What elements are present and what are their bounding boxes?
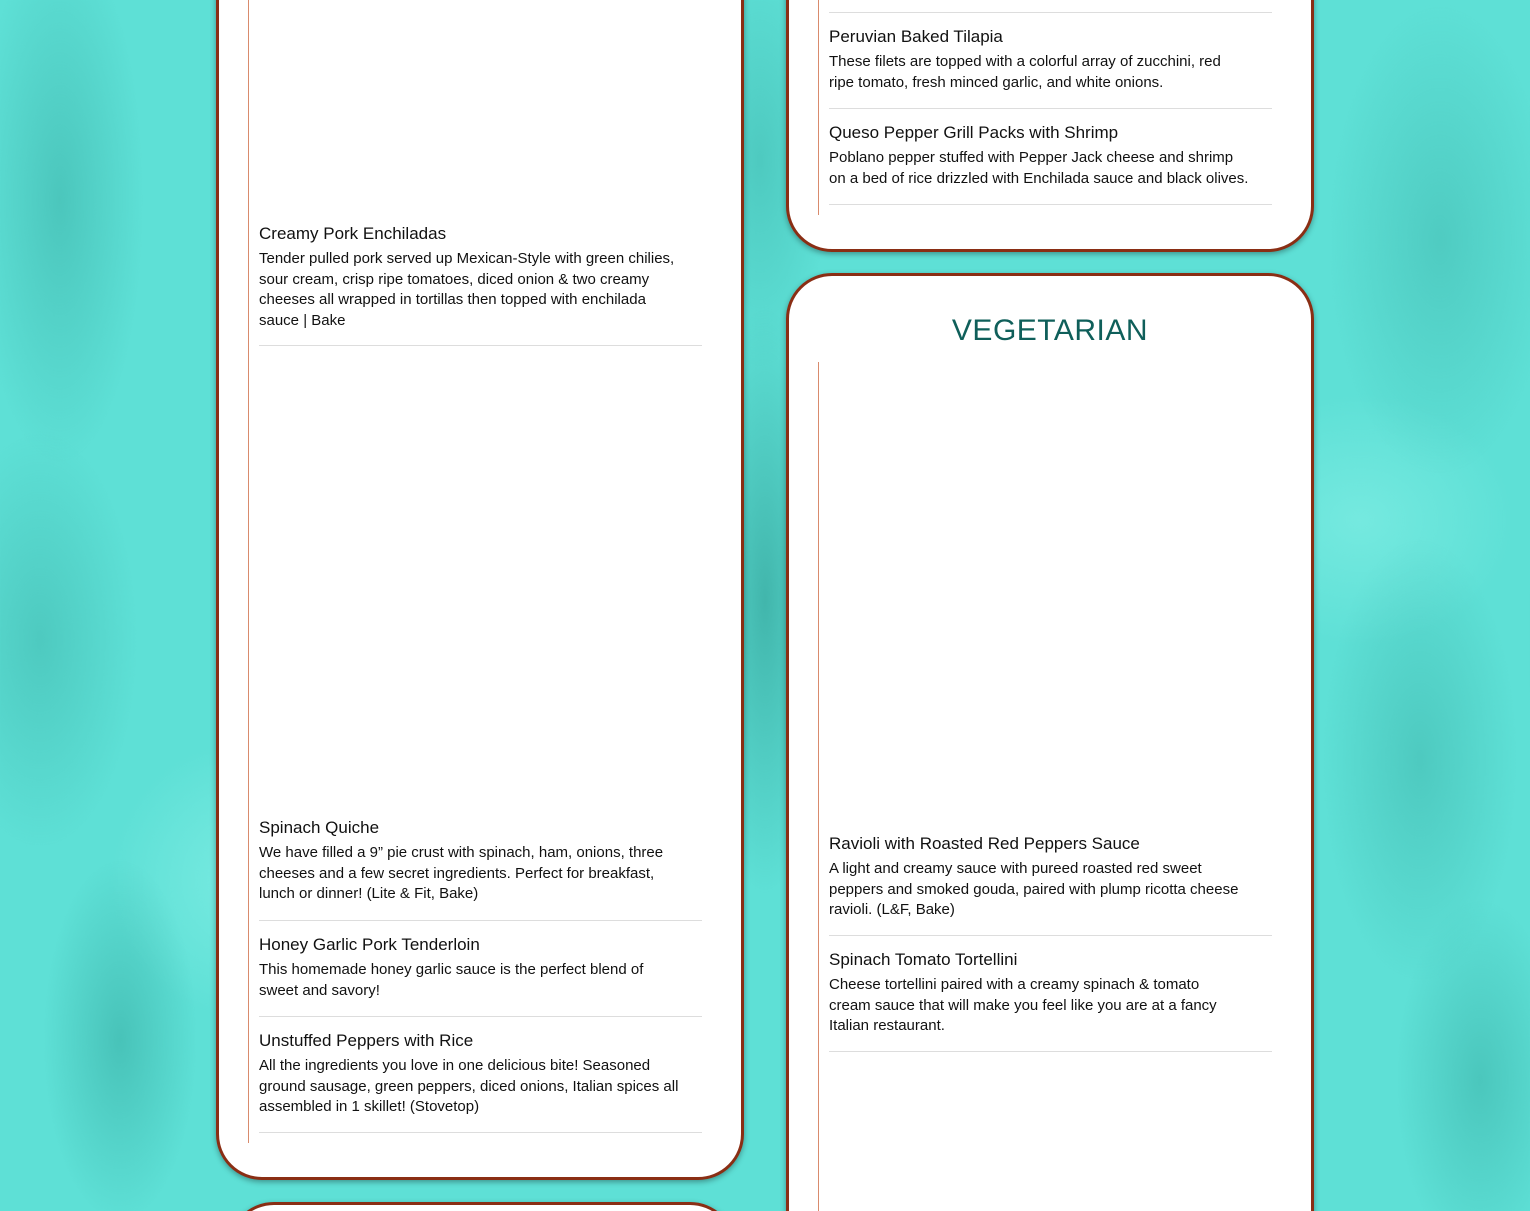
menu-item[interactable] <box>259 1030 702 1133</box>
menu-item[interactable] <box>259 934 702 1017</box>
menu-item-description: Tender pulled pork served up Mexican-Style with green chilies, sour cream, crisp ripe tomatoes, diced onion & two creamy cheeses all wrapped in tortillas then topped with enchilada sauce | Bake <box>259 250 675 329</box>
accent-line-right-top <box>818 0 819 215</box>
menu-item-description: All the ingredients you love in one delicious bite! Seasoned ground sausage, green peppers, diced onions, Italian spices all assembled in 1 skillet! (Stovetop) <box>259 1057 679 1115</box>
dish-image-placeholder <box>259 360 702 800</box>
menu-item[interactable] <box>829 949 1272 1052</box>
menu-item-title: Unstuffed Peppers with Rice <box>259 1031 474 1050</box>
menu-item-title: Queso Pepper Grill Packs with Shrimp <box>829 123 1119 142</box>
menu-item-description: A light and creamy sauce with pureed roasted red sweet peppers and smoked gouda, paired with plump ricotta cheese ravioli. (L&F, Bake) <box>829 860 1239 918</box>
menu-item[interactable] <box>829 122 1272 205</box>
menu-item-description: This homemade honey garlic sauce is the perfect blend of sweet and savory! <box>259 961 644 999</box>
accent-line-right <box>818 362 819 1211</box>
menu-item-description: These filets are topped with a colorful array of zucchini, red ripe tomato, fresh minced garlic, and white onions. <box>829 53 1221 91</box>
menu-item[interactable] <box>259 223 702 346</box>
menu-item-title: Spinach Tomato Tortellini <box>829 950 1018 969</box>
menu-item-description: Cheese tortellini paired with a creamy spinach & tomato cream sauce that will make you feel like you are at a fancy Italian restaurant. <box>829 976 1217 1034</box>
dish-image-placeholder <box>829 370 1272 810</box>
dish-image-placeholder <box>829 1065 1272 1211</box>
divider <box>829 12 1272 13</box>
menu-item-title: Peruvian Baked Tilapia <box>829 27 1003 46</box>
dish-image-placeholder <box>259 0 702 215</box>
section-heading-vegetarian: VEGETARIAN <box>951 314 1149 347</box>
menu-item[interactable] <box>829 833 1272 936</box>
menu-item-title: Honey Garlic Pork Tenderloin <box>259 935 480 954</box>
menu-item-description: Poblano pepper stuffed with Pepper Jack cheese and shrimp on a bed of rice drizzled with Enchilada sauce and black olives. <box>829 149 1249 187</box>
menu-card-left-next <box>228 1202 736 1211</box>
accent-line-left <box>248 0 249 1143</box>
menu-item-title: Spinach Quiche <box>259 818 380 837</box>
menu-item[interactable] <box>829 26 1272 109</box>
menu-item-title: Ravioli with Roasted Red Peppers Sauce <box>829 834 1140 853</box>
menu-item-title: Creamy Pork Enchiladas <box>259 224 447 243</box>
menu-item-description: We have filled a 9” pie crust with spinach, ham, onions, three cheeses and a few secret ingredients. Perfect for breakfast, lunch or dinner! (Lite & Fit, Bake) <box>259 844 664 902</box>
menu-item[interactable] <box>259 817 702 921</box>
